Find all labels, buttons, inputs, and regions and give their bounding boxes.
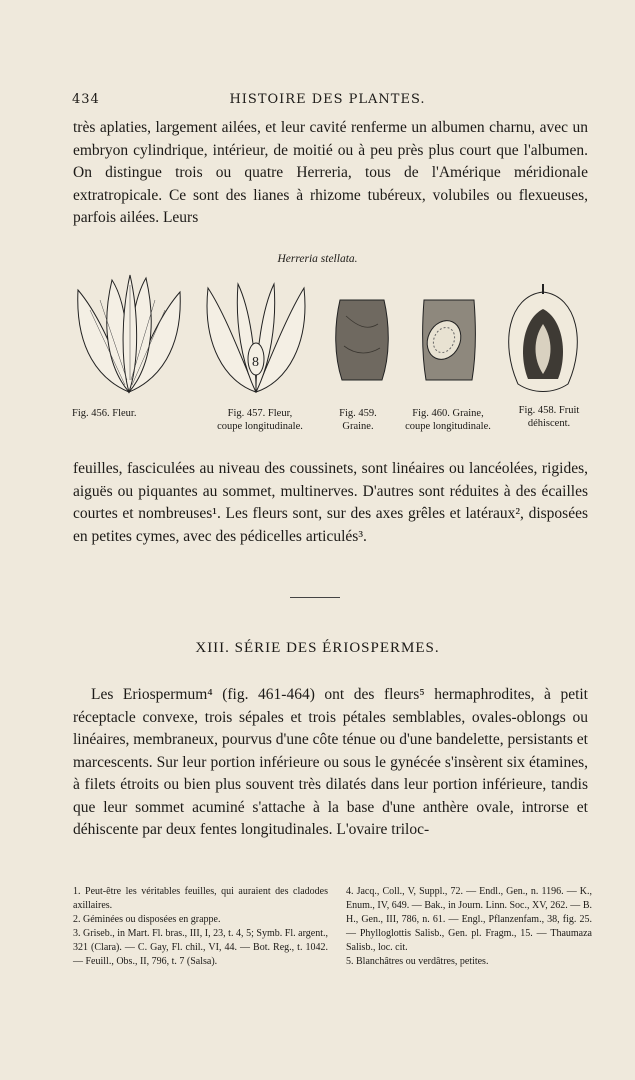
seed-illustration	[332, 296, 392, 384]
figure-label-458	[505, 404, 593, 430]
fruit-illustration	[498, 284, 588, 396]
fig-456-label: Fig. 456. Fleur.	[72, 408, 137, 419]
fig-459-label-line2: Graine.	[342, 421, 374, 432]
fig-458-label-line2: déhiscent.	[527, 418, 571, 429]
footnotes-left	[73, 885, 328, 969]
figure-label-457	[210, 407, 310, 433]
seed-section-illustration	[420, 296, 478, 384]
flower-section-illustration	[200, 274, 312, 398]
fig-459-label-line1: Fig. 459.	[339, 408, 377, 419]
paragraph-3: Les Eriospermum⁴ (fig. 461-464) ont des fleurs⁵ hermaphrodites, à petit réceptacle convexe, trois sépales et trois pétales semblables, ovales-oblongs ou linéaires, membraneux, pourvus d'une côte ténue ou d'une bandelette, persistants et marcescents. Sur leur portion inférieure ou sous le gynécée s'insèrent six étamines, à filets étroits ou bien plus souvent très dilatés dans leur portion inférieure, tandis que leur sommet acuminé s'attache à la base d'une anthère ovale, introrse et déhiscente par deux fentes longitudinales. L'ovaire triloc-	[73, 686, 588, 838]
fig-457-label-line1: Fig. 457. Fleur,	[227, 408, 293, 419]
footnote-1: 1. Peut-être les véritables feuilles, qui auraient des cladodes axillaires.	[73, 886, 328, 911]
footnote-2: 2. Géminées ou disposées en grappe.	[73, 914, 221, 925]
footnote-4: 4. Jacq., Coll., V, Suppl., 72. — Endl., Gen., n. 1196. — K., Enum., IV, 649. — Bak., in Journ. Linn. Soc., XV, 262. — B. H., Gen., III, 786, n. 61. — Engl., Pflanzenfam., 38, fig. 25. — Phylloglottis Salisb., Gen. pl. Fragm., 15. — Thaumaza Salisb., loc. cit.	[346, 886, 592, 953]
footnotes-right	[346, 885, 592, 969]
running-header	[72, 92, 583, 112]
footnote-3: 3. Griseb., in Mart. Fl. bras., III, I, 23, t. 4, 5; Symb. Fl. argent., 321 (Clara). — C. Gay, Fl. chil., VI, 44. — Bot. Reg., t. 1042. — Feuill., Obs., II, 796, t. 7 (Salsa).	[73, 928, 328, 967]
figure-label-460	[398, 407, 498, 433]
section-divider	[290, 597, 340, 598]
running-title: HISTOIRE DES PLANTES.	[229, 92, 426, 107]
figure-label-456	[72, 407, 182, 420]
paragraph-1: très aplaties, largement ailées, et leur cavité renferme un albumen charnu, avec un embryon cylindrique, intérieur, de moitié ou à peu près plus court que l'albumen. On distingue trois ou quatre Herreria, tous de l'Amérique méridionale extratropicale. Ce sont des lianes à rhizome tubéreux, volubiles ou flexueuses, parfois ailées. Leurs	[73, 119, 588, 226]
fig-460-label-line2: coupe longitudinale.	[405, 421, 491, 432]
svg-text:8: 8	[252, 355, 259, 370]
page-number: 434	[72, 92, 100, 107]
fig-460-label-line1: Fig. 460. Graine,	[412, 408, 484, 419]
figure-title: Herreria stellata.	[277, 253, 358, 265]
fig-458-label-line1: Fig. 458. Fruit	[518, 405, 580, 416]
section-title: XIII. SÉRIE DES ÉRIOSPERMES.	[195, 640, 440, 656]
figure-plate	[70, 270, 590, 400]
fig-457-label-line2: coupe longitudinale.	[217, 421, 303, 432]
footnote-5: 5. Blanchâtres ou verdâtres, petites.	[346, 956, 489, 967]
figure-label-459	[330, 407, 386, 433]
flower-illustration	[70, 270, 188, 398]
paragraph-2: feuilles, fasciculées au niveau des coussinets, sont linéaires ou lancéolées, rigides, aiguës ou piquantes au sommet, multinerves. D'autres sont réduites à des écailles courtes et nombreuses¹. Les fleurs sont, sur des axes grêles et latéraux², disposées en petites cymes, avec des pédicelles articulés³.	[73, 460, 588, 545]
